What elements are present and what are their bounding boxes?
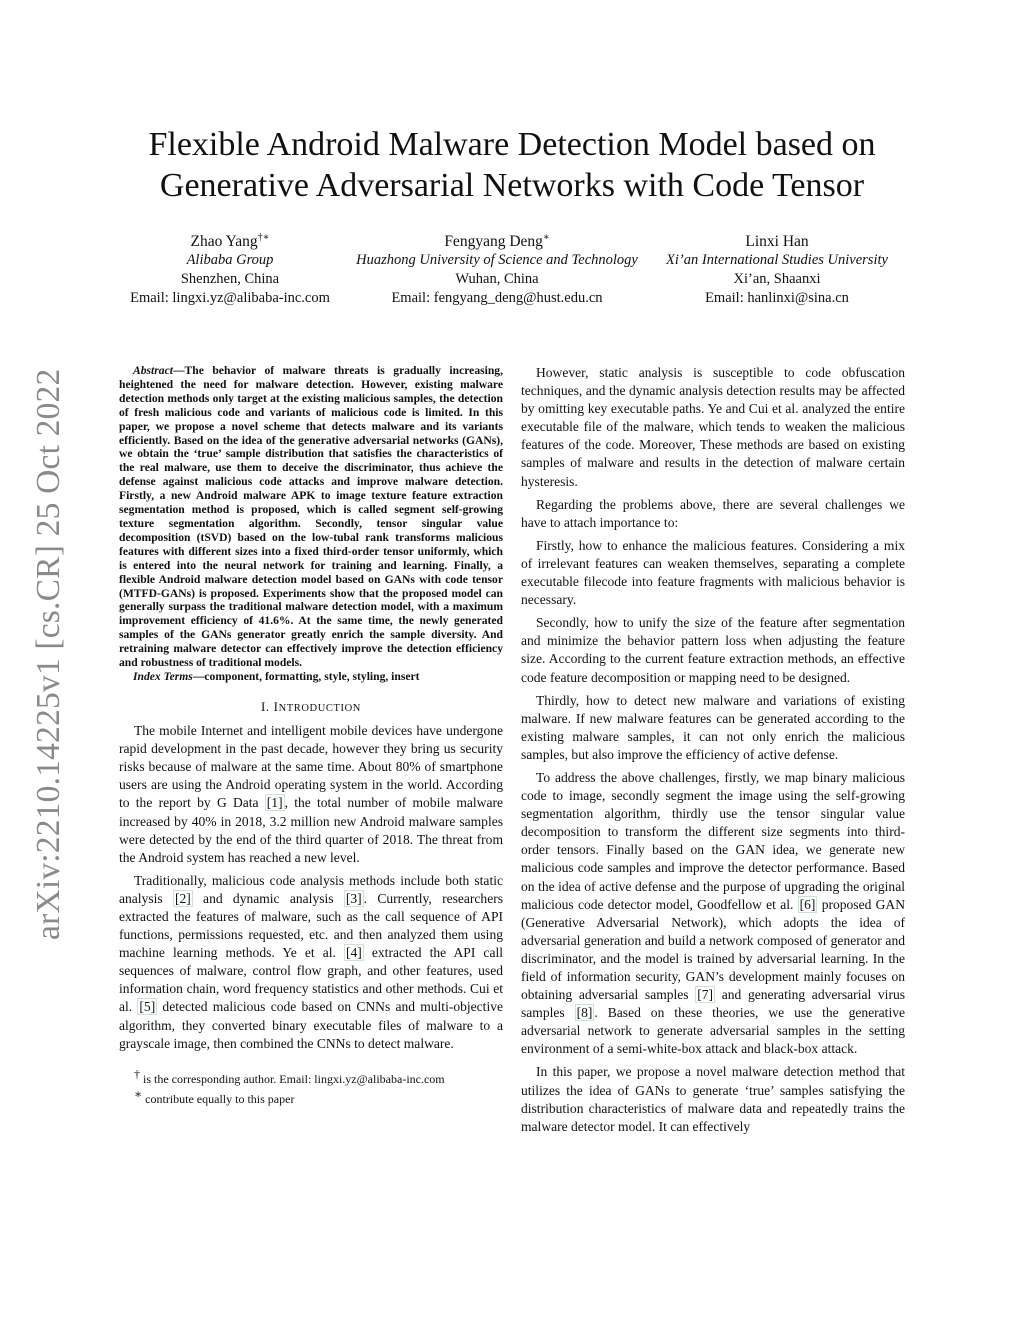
arxiv-identifier: arXiv:2210.14225v1 [cs.CR] 25 Oct 2022 — [30, 368, 67, 940]
author-affiliation: Xi’an International Studies University — [666, 252, 888, 269]
author-location: Shenzhen, China — [180, 271, 280, 288]
author-block-1 — [110, 228, 350, 308]
intro-paragraph-2: Traditionally, malicious code analysis methods include both static analysis [2] and dynamic analysis [3] . Currently, researchers extracted the features of malware, such as the call sequence of API functions, permissions requested, etc. and then analyzed them using machine learning methods. Ye et al. [4] extracted the API call sequences of malware, control flow graph, and other features, used information chain, word frequency statistics and other methods. Cui et al. [5] detected malicious code based on CNNs and multi-objective algorithm, they converted binary executable files of malware to a grayscale image, then combined the CNNs to detect malware. — [119, 872, 503, 1051]
citation-link[interactable]: [2] — [174, 890, 191, 906]
intro-paragraph-8: To address the above challenges, firstly, we map binary malicious code to image, secondly segment the image using the self-growing segmentation algorithm, thirdly use the tensor singular value decomposition to transform the different size segments into third-order tensors. Finally based on the GAN idea, we generate new malicious code samples and improve the detector performance. Based on the idea of active defense and the purpose of upgrading the original malicious code detector model, Goodfellow et al. [6] proposed GAN (Generative Adversarial Network), which adopts the idea of adversarial generation and build a network composed of generator and discriminator, and the model is trained by adversarial learning. In the field of information security, GAN’s development mainly focuses on obtaining adversarial samples [7] and generating adversarial virus samples [8] . Based on these theories, we use the generative adversarial network to generate adversarial samples in the setting environment of a semi-white-box attack and black-box attack. — [521, 769, 906, 1057]
abstract: Abstract—The behavior of malware threats is gradually increasing, heightened the need for malware detection. However, existing malware detection methods only target at the existing malicious samples, the detection of fresh malicious code and variants of malicious code is limited. In this paper, we propose a novel scheme that detects malware and its variants efficiently. Based on the idea of the generative adversarial networks (GANs), we obtain the ‘true’ sample distribution that satisfies the characteristics of the real malware, use them to deceive the discriminator, thus achieve the defense against malicious code attacks and improve malware detection. Firstly, a new Android malware APK to image texture feature extraction segmentation method is proposed, which is called segment self-growing texture segmentation algorithm. Secondly, tensor singular value decomposition (tSVD) based on the low-tubal rank transforms malicious features with different sizes into a fixed third-order tensor uniformly, which is entered into the neural network for training and learning. Finally, a flexible Android malware detection model based on GANs with code tensor (MTFD-GANs) is proposed. Experiments show that the proposed model can generally surpass the traditional malware detection model, with a maximum improvement efficiency of 41.6%. At the same time, the newly generated samples of the GANs generator greatly enrich the sample diversity. And retraining malware detector can effectively improve the detection efficiency and robustness of traditional models. — [119, 364, 503, 670]
footnote: ∗ contribute equally to this paper — [134, 1086, 295, 1106]
author-affiliation: Alibaba Group — [186, 252, 274, 269]
title-line-2: Generative Adversarial Networks with Code Tensor — [159, 167, 865, 204]
intro-paragraph-7: Thirdly, how to detect new malware and variations of existing malware. If new malware features can be generated according to the existing malware samples, it can not only enrich the malicious samples, but also improve the efficiency of active defense. — [521, 692, 905, 762]
citation-link[interactable]: [3] — [345, 890, 362, 906]
intro-paragraph-4: Regarding the problems above, there are several challenges we have to attach importance to: — [521, 496, 905, 530]
footnotes — [119, 1067, 503, 1107]
intro-paragraph-9: In this paper, we propose a novel malware detection method that utilizes the idea of GANs to generate ‘true’ samples satisfying the distribution characteristics of malware data and repeatedly trains the malware detector model. It can effectively — [521, 1064, 905, 1134]
citation-link[interactable]: [6] — [799, 896, 816, 912]
citation-link[interactable]: [5] — [139, 999, 156, 1015]
paper-title — [90, 124, 934, 206]
author-block-3 — [652, 228, 902, 308]
citation-link[interactable]: [1] — [266, 795, 283, 811]
author-location: Wuhan, China — [455, 271, 539, 288]
title-line-1: Flexible Android Malware Detection Model based on — [148, 126, 876, 163]
footnote: † is the corresponding author. Email: lingxi.yz@alibaba-inc.com — [134, 1066, 445, 1086]
citation-link[interactable]: [4] — [346, 945, 362, 961]
author-location: Xi’an, Shaanxi — [733, 271, 821, 288]
author-name: Linxi Han — [745, 233, 809, 251]
author-block-2 — [344, 228, 650, 308]
author-email: Email: hanlinxi@sina.cn — [705, 290, 849, 307]
author-name: Zhao Yang†∗ — [190, 232, 270, 251]
left-column — [119, 364, 503, 1107]
intro-paragraph-3: However, static analysis is susceptible to code obfuscation techniques, and the dynamic analysis detection results may be affected by omitting key executable paths. Ye and Cui et al. analyzed the entire executable file of the malware, which tends to weaken the malicious features of the code. Moreover, These methods are based on existing samples of malware and results in the detection of malware certain hysteresis. — [521, 365, 905, 489]
intro-paragraph-1: The mobile Internet and intelligent mobile devices have undergone rapid development in the past decade, however they bring us security risks because of malware at the same time. About 80% of smartphone users are using the Android operating system in the world. According to the report by G Data [1] , the total number of mobile malware increased by 40% in 2018, 3.2 million new Android malware samples were detected by the end of the third quarter of 2018. The threat from the Android system has reached a new level. — [119, 723, 503, 865]
author-name: Fengyang Deng∗ — [444, 232, 550, 251]
citation-link[interactable]: [8] — [576, 1005, 593, 1021]
right-column — [521, 364, 905, 1141]
author-affiliation: Huazhong University of Science and Technology — [356, 252, 638, 269]
intro-paragraph-6: Secondly, how to unify the size of the feature after segmentation and minimize the behavior pattern loss when adjusting the feature size. According to the current feature extraction methods, an effective code feature decomposition or mapping need to be designed. — [521, 615, 905, 685]
intro-paragraph-5: Firstly, how to enhance the malicious features. Considering a mix of irrelevant features can weaken themselves, separating a complete executable filecode into feature fragments with malicious behavior is necessary. — [521, 537, 905, 608]
section-heading-introduction: I. INTRODUCTION — [261, 698, 361, 714]
index-terms: Index Terms—component, formatting, style, styling, insert — [133, 669, 420, 683]
citation-link[interactable]: [7] — [697, 987, 714, 1003]
author-email: Email: fengyang_deng@hust.edu.cn — [391, 290, 603, 307]
author-email: Email: lingxi.yz@alibaba-inc.com — [130, 290, 330, 307]
